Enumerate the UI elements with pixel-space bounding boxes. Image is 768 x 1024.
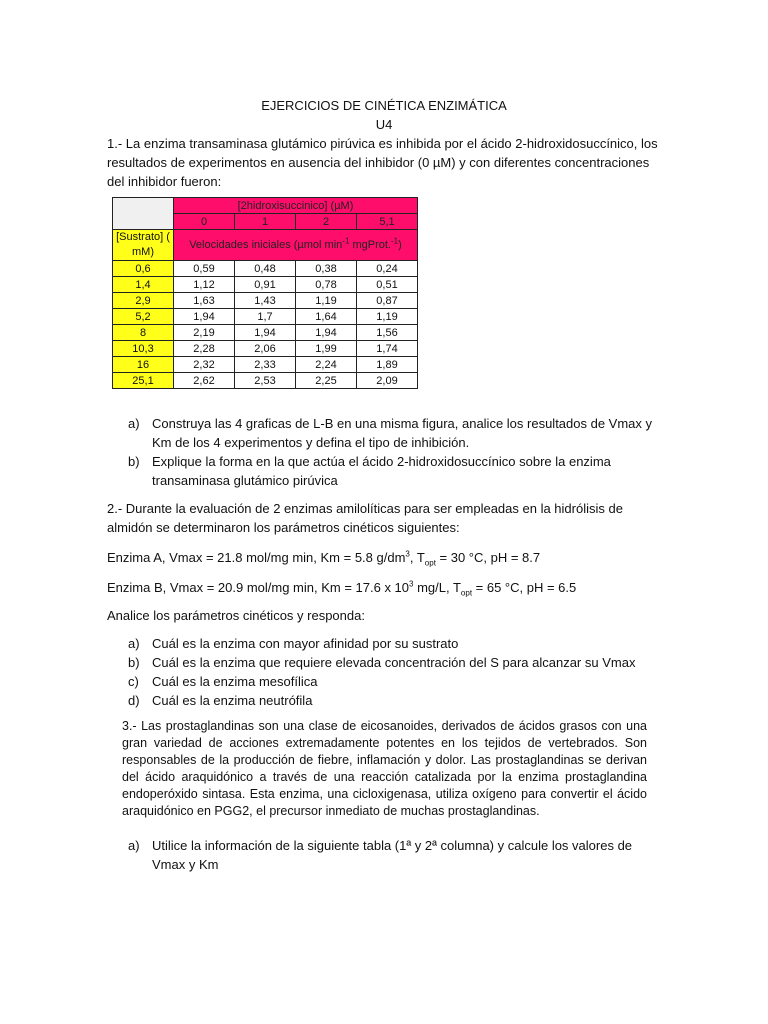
velocity-cell: 1,63 — [174, 293, 235, 309]
question-label: d) — [128, 693, 140, 708]
list-item — [107, 653, 667, 672]
velocity-cell: 1,7 — [235, 309, 296, 325]
velocity-cell: 2,24 — [296, 357, 357, 373]
velocity-cell: 2,28 — [174, 341, 235, 357]
substrate-cell: 1,4 — [113, 277, 174, 293]
enzyme-b-params: Enzima B, Vmax = 20.9 mol/mg min, Km = 17.6 x $10^3$ mg/L, $T_{opt} = 65$ °C, pH = 6.5 — [107, 579, 577, 598]
substrate-cell: 0,6 — [113, 261, 174, 277]
substrate-cell: 25,1 — [113, 373, 174, 389]
table-row — [113, 261, 418, 277]
substrate-cell: 2,9 — [113, 293, 174, 309]
velocity-cell: 1,12 — [174, 277, 235, 293]
exercise-3-questions — [107, 836, 667, 874]
velocity-cell: 2,19 — [174, 325, 235, 341]
substrate-cell: 16 — [113, 357, 174, 373]
list-item — [107, 452, 667, 490]
velocity-header: Velocidades iniciales (µmol $\min^{-1}$ mgProt.$^{-1}$) — [174, 230, 418, 261]
question-label: b) — [128, 655, 140, 670]
velocity-cell: 1,74 — [357, 341, 418, 357]
question-text: Construya las 4 graficas de L-B en una misma figura, analice los resultados de Vmax y Km de los 4 experimentos y defina el tipo de inhibición. — [152, 416, 653, 450]
velocity-cell: 0,59 — [174, 261, 235, 277]
velocity-cell: 0,38 — [296, 261, 357, 277]
document-title: EJERCICIOS DE CINÉTICA ENZIMÁTICA — [261, 98, 507, 113]
velocity-cell: 0,48 — [235, 261, 296, 277]
velocity-cell: 2,33 — [235, 357, 296, 373]
enzyme-a-params: Enzima A, Vmax = 21.8 mol/mg min, Km = 5.8 $g/dm^3$, $T_{opt} = 30$ °C, pH = 8.7 — [107, 549, 541, 568]
table-row — [113, 309, 418, 325]
velocity-cell: 1,64 — [296, 309, 357, 325]
velocity-cell: 0,91 — [235, 277, 296, 293]
table-row — [113, 357, 418, 373]
exercise-1-questions — [107, 414, 667, 490]
question-label: a) — [128, 636, 140, 651]
table-row — [113, 277, 418, 293]
list-item — [107, 672, 667, 691]
exercise-2-questions — [107, 634, 667, 710]
list-item — [107, 414, 667, 452]
question-text: Utilice la información de la siguiente tabla (1ª y 2ª columna) y calcule los valores de Vmax y Km — [152, 838, 633, 872]
velocity-cell: 2,62 — [174, 373, 235, 389]
substrate-cell: 10,3 — [113, 341, 174, 357]
velocity-cell: 1,99 — [296, 341, 357, 357]
substrate-header: [Sustrato] ( mM) — [113, 230, 174, 261]
velocity-cell: 0,87 — [357, 293, 418, 309]
velocity-cell: 2,09 — [357, 373, 418, 389]
question-label: a) — [128, 416, 140, 431]
velocity-cell: 2,25 — [296, 373, 357, 389]
velocity-cell: 0,51 — [357, 277, 418, 293]
unit-label: U4 — [375, 117, 393, 132]
exercise-1-intro: 1.- La enzima transaminasa glutámico pirúvica es inhibida por el ácido 2-hidroxidosuccínico, los resultados de experimentos en ausencia del inhibidor (0 µM) y con diferentes concentraciones del inhibidor fueron: — [107, 136, 658, 189]
substrate-cell: 8 — [113, 325, 174, 341]
question-text: Explique la forma en la que actúa el ácido 2-hidroxidosuccínico sobre la enzima transaminasa glutámico pirúvica — [152, 454, 611, 488]
substrate-cell: 5,2 — [113, 309, 174, 325]
velocity-cell: 2,06 — [235, 341, 296, 357]
question-label: c) — [128, 674, 139, 689]
list-item — [107, 691, 667, 710]
question-text: Cuál es la enzima con mayor afinidad por su sustrato — [152, 636, 459, 651]
velocity-cell: 1,89 — [357, 357, 418, 373]
velocity-cell: 1,94 — [296, 325, 357, 341]
exercise-2-intro: 2.- Durante la evaluación de 2 enzimas amilolíticas para ser empleadas en la hidrólisis de almidón se determinaron los parámetros cinéticos siguientes: — [107, 501, 623, 535]
velocity-cell: 0,78 — [296, 277, 357, 293]
table-row — [113, 341, 418, 357]
question-label: a) — [128, 838, 140, 853]
inhibition-data-table — [112, 197, 418, 389]
question-text: Cuál es la enzima neutrófila — [152, 693, 313, 708]
conc-header: 1 — [235, 214, 296, 230]
list-item — [107, 634, 667, 653]
velocity-cell: 2,53 — [235, 373, 296, 389]
question-label: b) — [128, 454, 140, 469]
table-row — [113, 325, 418, 341]
list-item — [107, 836, 667, 874]
table-corner-cell — [113, 198, 174, 230]
conc-header: 0 — [174, 214, 235, 230]
question-text: Cuál es la enzima mesofílica — [152, 674, 318, 689]
velocity-cell: 1,94 — [174, 309, 235, 325]
table-row — [113, 373, 418, 389]
exercise-3-intro: 3.- Las prostaglandinas son una clase de eicosanoides, derivados de ácidos grasos con una gran variedad de acciones extremadamente potentes en los tejidos de vertebrados. Son responsables de la producción de fiebre, inflamación y dolor. Las prostaglandinas se derivan del ácido araquidónico a través de una reacción catalizada por la enzima prostaglandina endoperóxido sintasa. Esta enzima, una cicloxigenasa, utiliza oxígeno para convertir el ácido araquidónico en PGG2, el precursor inmediato de muchas prostaglandinas. — [122, 719, 647, 818]
velocity-cell: 0,24 — [357, 261, 418, 277]
velocity-cell: 1,43 — [235, 293, 296, 309]
velocity-cell: 1,56 — [357, 325, 418, 341]
table-row — [113, 293, 418, 309]
velocity-cell: 1,19 — [296, 293, 357, 309]
velocity-cell: 1,19 — [357, 309, 418, 325]
velocity-cell: 1,94 — [235, 325, 296, 341]
inhibitor-header: [2hidroxisuccinico] (µM) — [174, 198, 418, 214]
velocity-cell: 2,32 — [174, 357, 235, 373]
question-text: Cuál es la enzima que requiere elevada concentración del S para alcanzar su Vmax — [152, 655, 636, 670]
conc-header: 2 — [296, 214, 357, 230]
conc-header: 5,1 — [357, 214, 418, 230]
exercise-2-prompt: Analice los parámetros cinéticos y responda: — [107, 608, 365, 623]
